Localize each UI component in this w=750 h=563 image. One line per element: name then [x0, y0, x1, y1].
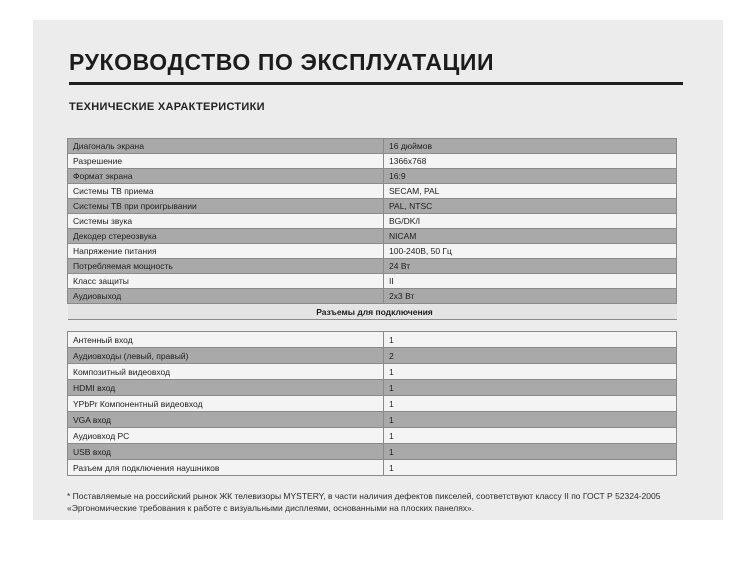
- spec-label: Системы ТВ при проигрывании: [68, 199, 384, 214]
- spec-row: [68, 139, 677, 154]
- spec-label: Системы ТВ приема: [68, 184, 384, 199]
- connector-value: 1: [384, 460, 677, 476]
- page-title: РУКОВОДСТВО ПО ЭКСПЛУАТАЦИИ: [69, 49, 495, 75]
- spec-value: 100-240В, 50 Гц: [384, 244, 677, 259]
- spec-row: [68, 259, 677, 274]
- connector-row: [68, 460, 677, 476]
- connector-label: Аудиовходы (левый, правый): [68, 348, 384, 364]
- section-title: ТЕХНИЧЕСКИЕ ХАРАКТЕРИСТИКИ: [69, 101, 265, 113]
- connector-row: [68, 412, 677, 428]
- spec-value: PAL, NTSC: [384, 199, 677, 214]
- connector-row: [68, 348, 677, 364]
- connector-value: 1: [384, 380, 677, 396]
- connector-value: 1: [384, 428, 677, 444]
- spec-row: [68, 244, 677, 259]
- connector-label: Разъем для подключения наушников: [68, 460, 384, 476]
- spec-table: [67, 138, 677, 320]
- connector-label: Композитный видеовход: [68, 364, 384, 380]
- manual-page: [33, 20, 723, 520]
- spec-row: [68, 289, 677, 304]
- spec-value: 16 дюймов: [384, 139, 677, 154]
- spec-value: 16:9: [384, 169, 677, 184]
- connector-value: 1: [384, 412, 677, 428]
- connector-label: VGA вход: [68, 412, 384, 428]
- connector-row: [68, 380, 677, 396]
- connector-label: USB вход: [68, 444, 384, 460]
- connector-label: YPbPr Компонентный видеовход: [68, 396, 384, 412]
- spec-label: Разрешение: [68, 154, 384, 169]
- spec-value: 1366x768: [384, 154, 677, 169]
- connector-value: 1: [384, 332, 677, 348]
- spec-row: [68, 169, 677, 184]
- connector-value: 1: [384, 444, 677, 460]
- spec-value: SECAM, PAL: [384, 184, 677, 199]
- spec-label: Декодер стереозвука: [68, 229, 384, 244]
- connector-row: [68, 428, 677, 444]
- spec-label: Напряжение питания: [68, 244, 384, 259]
- spec-row: [68, 214, 677, 229]
- connector-value: 2: [384, 348, 677, 364]
- spec-row: [68, 184, 677, 199]
- connector-label: HDMI вход: [68, 380, 384, 396]
- connector-row: [68, 364, 677, 380]
- connector-row: [68, 396, 677, 412]
- spec-row: [68, 154, 677, 169]
- spec-row: [68, 274, 677, 289]
- spec-value: II: [384, 274, 677, 289]
- spec-value: 2x3 Вт: [384, 289, 677, 304]
- spec-label: Потребляемая мощность: [68, 259, 384, 274]
- spec-label: Формат экрана: [68, 169, 384, 184]
- connector-value: 1: [384, 396, 677, 412]
- footnote: * Поставляемые на российский рынок ЖК телевизоры MYSTERY, в части наличия дефектов пикселей, соответствуют классу II по ГОСТ Р 52324-2005 «Эргономические требования к работе с визуальными дисплеями, основанными на плоских панелях».: [67, 491, 661, 513]
- spec-label: Диагональ экрана: [68, 139, 384, 154]
- spec-value: BG/DK/I: [384, 214, 677, 229]
- connector-value: 1: [384, 364, 677, 380]
- connectors-table: [67, 331, 677, 476]
- spec-label: Класс защиты: [68, 274, 384, 289]
- title-divider: [69, 82, 683, 85]
- page-header: [69, 48, 681, 113]
- spec-value: 24 Вт: [384, 259, 677, 274]
- connector-label: Аудиовход PC: [68, 428, 384, 444]
- connectors-heading: Разъемы для подключения: [68, 304, 677, 320]
- spec-label: Аудиовыход: [68, 289, 384, 304]
- connectors-heading-row: [68, 304, 677, 320]
- connector-row: [68, 444, 677, 460]
- spec-value: NICAM: [384, 229, 677, 244]
- spec-row: [68, 229, 677, 244]
- connector-row: [68, 332, 677, 348]
- spec-row: [68, 199, 677, 214]
- connector-label: Антенный вход: [68, 332, 384, 348]
- spec-label: Системы звука: [68, 214, 384, 229]
